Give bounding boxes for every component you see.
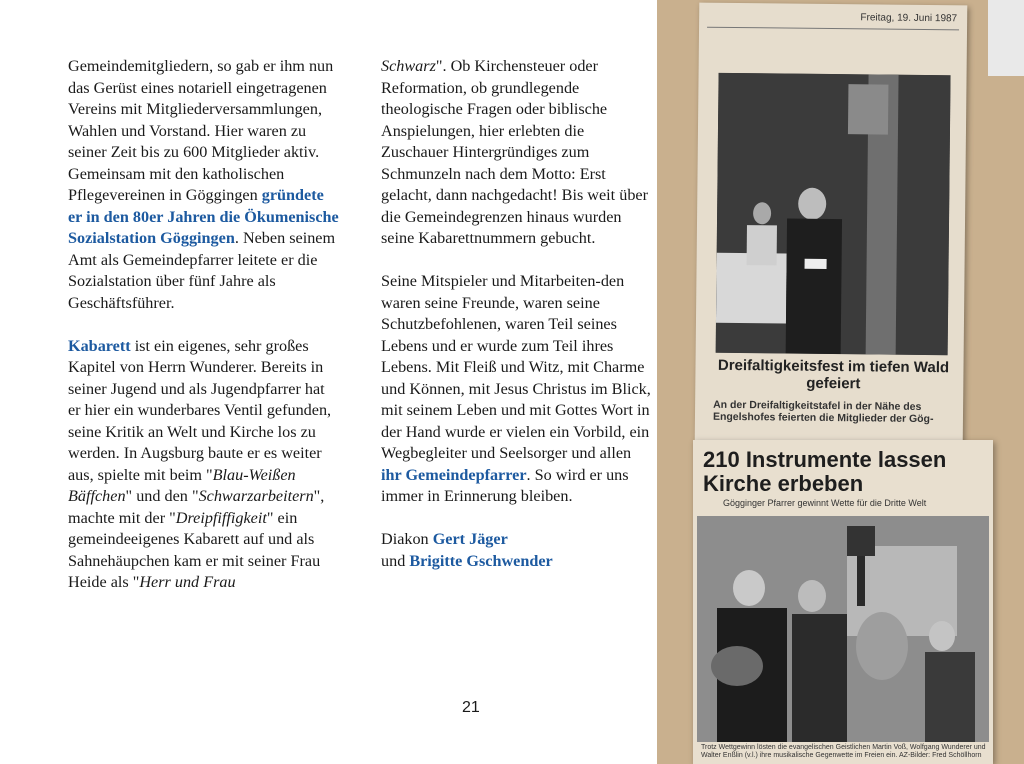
signature [381,529,651,572]
text-span: . Neben seinem Amt als Gemeindepfarrer leitete er die Sozialstation über fünf Jahre als Geschäftsführer. [68,229,336,312]
page-corner [988,0,1024,76]
divider [707,27,959,31]
paragraph [381,271,651,508]
text-span: " ein gemeindeeigenes Kabarett auf und als Sahnehäupchen kam er mit seiner Frau Heide als " [68,508,321,591]
clipping-headline: Dreifaltigkeitsfest im tiefen Wald gefeiert [717,356,950,393]
clipping-photo-street-musicians [697,516,989,742]
paragraph [68,336,340,594]
paragraph [68,56,340,314]
highlight-text: Kabarett [68,336,131,355]
forest-scene-image [716,73,951,355]
italic-text: Herr und Frau [139,573,236,591]
text-column-right [381,56,651,572]
text-span: ", machte mit der " [68,487,325,527]
signatory-name: Brigitte Gschwender [409,551,553,570]
highlight-text: gründete er in den 80er Jahren die Ökumenische Sozialstation Göggingen [68,186,339,247]
text-column-left [68,56,340,615]
page-number: 21 [462,699,480,716]
clipping-caption: Trotz Wettgewinn lösten die evangelischen Geistlichen Martin Voß, Wolfgang Wunderer und Walter Enßlin (v.l.) ihre musikalische Gegenwette im Freien ein. AZ-Bilder: Fred Schöllhorn [701,744,986,759]
clipping-headline: 210 Instrumente lassen Kirche erbeben [703,447,947,496]
text-span: ". Ob Kirchensteuer oder Reformation, ob grundlegende theologische Fragen oder biblische Anspielungen, hier erlebten die Zuschauer Hintergründiges zum Schmunzeln nach dem Motto: Erst gelacht, dann nachgedacht! Bis weit über die Gemeindegrenzen hinaus wurden seine Kabarettnummern gebucht. [381,57,648,247]
text-span: " und den " [125,487,199,505]
text-span: und [381,551,410,570]
italic-text: Blau-Weißen Bäffchen [68,465,296,505]
clipping-2 [693,440,993,764]
italic-text: Schwarzarbeitern [198,487,314,505]
newspaper-clippings-photo [657,0,1024,764]
text-span: Seine Mitspieler und Mitarbeiten-den waren seine Freunde, waren seine Schutzbefohlenen, waren Teil seines Lebens und er wurde zum Teil ihres Lebens. Mit Fleiß und Witz, mit Charme und Können, mit Jesus Christus im Blick, mit seinem Leben und mit Gottes Wort in der Hand wurde er vielen ein Vorbild, ein Wegbegleiter und Seelsorger und allen [381,272,651,462]
text-span: Gemeindemitgliedern, so gab er ihm nun das Gerüst eines notariell eingetragenen Vereins mit Mitgliederversammlungen, Wahlen und Vorstand. Hier waren zu seiner Zeit bis zu 600 Mitglieder aktiv. Gemeinsam mit den katholischen Pflegevereinen in Göggingen [68,57,334,204]
clipping-date: Freitag, 19. Juni 1987 [860,12,958,25]
highlight-text: ihr Gemeindepfarrer [381,465,527,484]
signatory-name: Gert Jäger [432,530,508,548]
street-scene-image [697,516,989,742]
text-span: Diakon [381,530,433,548]
clipping-lead: An der Dreifaltigkeitstafel in der Nähe des Engelshofes feierten die Mitglieder der Gög- [712,398,934,426]
clipping-1 [695,3,968,446]
paragraph [381,56,651,250]
text-span: ist ein eigenes, sehr großes Kapitel von Herrn Wunderer. Bereits in seiner Jugend und als Jugendpfarrer hat er hier ein wunderbares Ventil gefunden, seine Kritik an Welt und Kirche los zu werden. In Augsburg baute er es weiter aus, spielte mit beim " [68,336,332,484]
italic-text: Dreipfiffigkeit [175,508,267,527]
italic-text: Schwarz [381,57,436,75]
clipping-photo-forest-service [716,73,951,355]
text-span: . So wird er uns immer in Erinnerung bleiben. [381,465,629,505]
clipping-subheadline: Gögginger Pfarrer gewinnt Wette für die Dritte Welt [723,498,927,508]
